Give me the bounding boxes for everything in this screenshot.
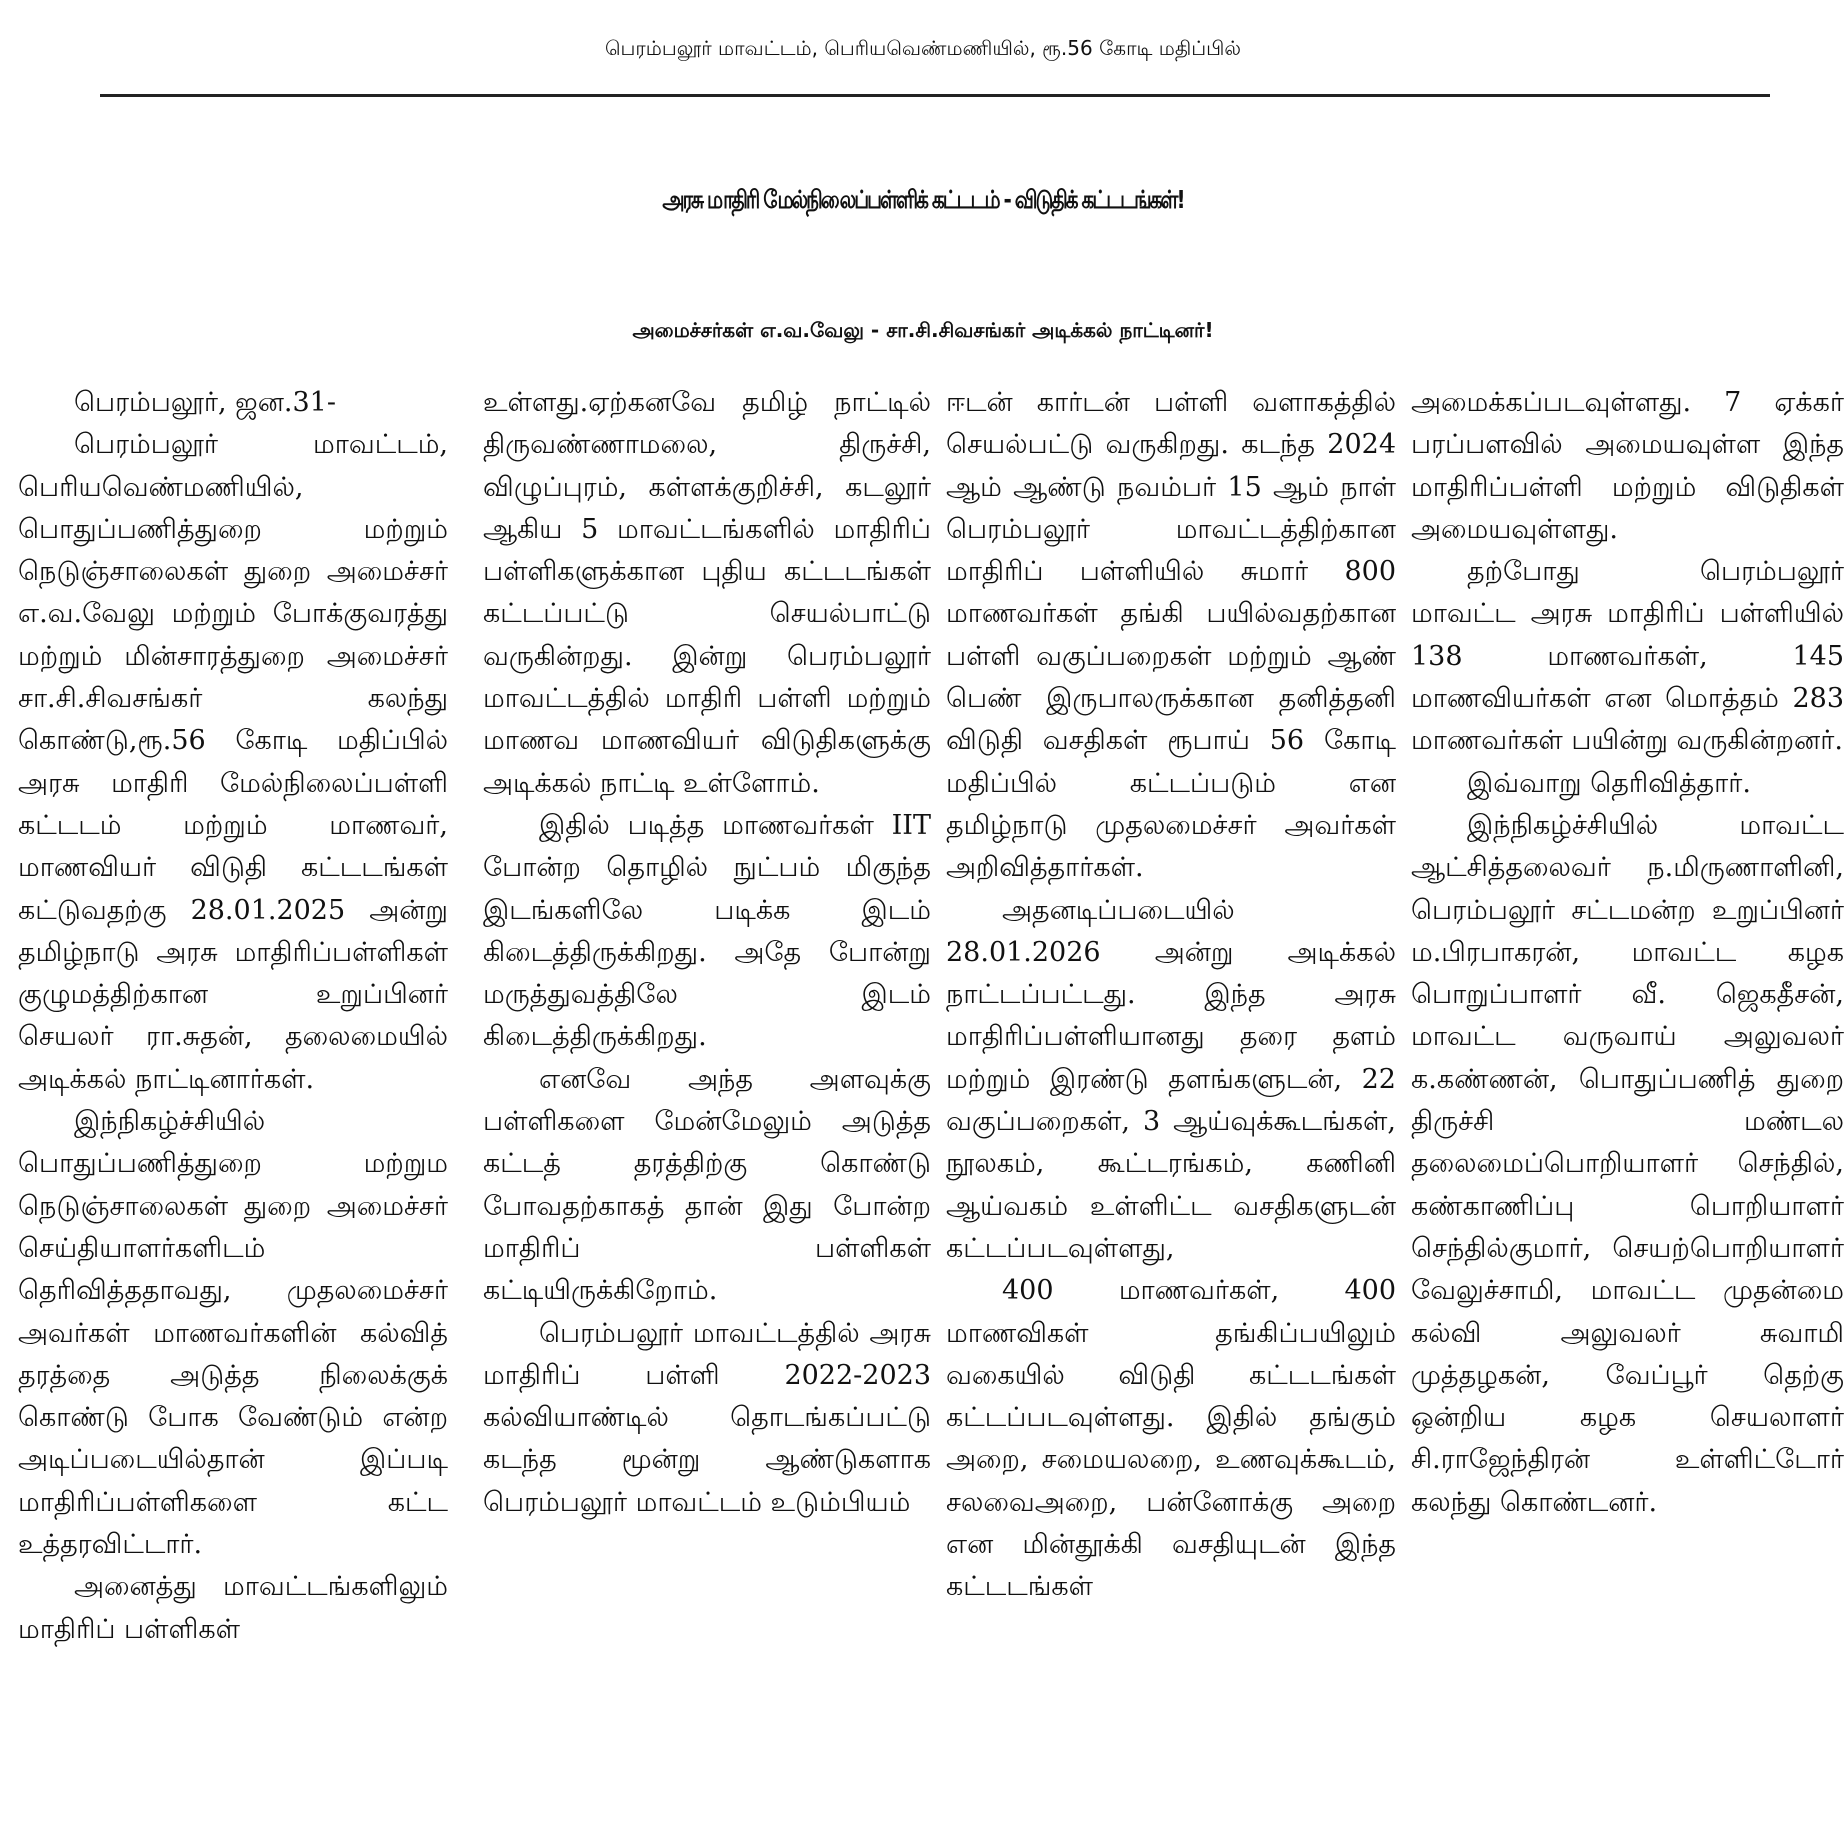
paragraph: இந்நிகழ்ச்சியில் பொதுப்பணித்துறை மற்றும நெடுஞ்சாலைகள் துறை அமைச்சர் செய்தியாளர்களிடம் தெரிவித்ததாவது, முதலமைச்சர் அவர்கள் மாணவர்களின் கல்வித் தரத்தை அடுத்த நிலைக்குக் கொண்டு போக வேண்டும் என்ற அடிப்படையில்தான் இப்படி மாதிரிப்பள்ளிகளை கட்ட உத்தரவிட்டார். bbox=[18, 1106, 448, 1561]
paragraph: உள்ளது.ஏற்கனவே தமிழ் நாட்டில் திருவண்ணாமலை, திருச்சி, விழுப்புரம், கள்ளக்குறிச்சி, கடலூர் ஆகிய 5 மாவட்டங்களில் மாதிரிப் பள்ளிகளுக்கான புதிய கட்டடங்கள் கட்டப்பட்டு செயல்பாட்டு வருகின்றது. இன்று பெரம்பலூர் மாவட்டத்தில் மாதிரி பள்ளி மற்றும் மாணவ மாணவியர் விடுதிகளுக்கு அடிக்கல் நாட்டி உள்ளோம். bbox=[483, 387, 931, 799]
headline: அரசு மாதிரி மேல்நிலைப்பள்ளிக் கட்டடம் - விடுதிக் கட்டடங்கள்! bbox=[662, 184, 1184, 215]
kicker-line: பெரம்பலூர் மாவட்டம், பெரியவெண்மணியில், ரூ.56 கோடி மதிப்பில் bbox=[604, 36, 1242, 60]
paragraph: பெரம்பலூர் மாவட்டம், பெரியவெண்மணியில், பொதுப்பணித்துறை மற்றும் நெடுஞ்சாலைகள் துறை அமைச்சர் எ.வ.வேலு மற்றும் போக்குவரத்து மற்றும் மின்சாரத்துறை அமைச்சர் சா.சி.சிவசங்கர் கலந்து கொண்டு,ரூ.56 கோடி மதிப்பில் அரசு மாதிரி மேல்நிலைப்பள்ளி கட்டடம் மற்றும் மாணவர், மாணவியர் விடுதி கட்டடங்கள் கட்டுவதற்கு 28.01.2025 அன்று தமிழ்நாடு அரசு மாதிரிப்பள்ளிகள் குழுமத்திற்கான உறுப்பினர் செயலர் ரா.சுதன், தலைமையில் அடிக்கல் நாட்டினார்கள். bbox=[18, 429, 448, 1095]
paragraph: பெரம்பலூர் மாவட்டத்தில் அரசு மாதிரிப் பள்ளி 2022-2023 கல்வியாண்டில் தொடங்கப்பட்டு கடந்த மூன்று ஆண்டுகளாக பெரம்பலூர் மாவட்டம் உடும்பியம் bbox=[483, 1317, 931, 1518]
paragraph: அமைக்கப்படவுள்ளது. 7 ஏக்கர் பரப்பளவில் அமையவுள்ள இந்த மாதிரிப்பள்ளி மற்றும் விடுதிகள் அமையவுள்ளது. bbox=[1411, 387, 1844, 545]
divider-rule bbox=[100, 94, 1770, 97]
column-1 bbox=[18, 382, 448, 1846]
column-3 bbox=[946, 382, 1396, 1846]
paragraph: அதனடிப்படையில் 28.01.2026 அன்று அடிக்கல் நாட்டப்பட்டது. இந்த அரசு மாதிரிப்பள்ளியானது தரை தளம் மற்றும் இரண்டு தளங்களுடன், 22 வகுப்பறைகள், 3 ஆய்வுக்கூடங்கள், நூலகம், கூட்டரங்கம், கணினி ஆய்வகம் உள்ளிட்ட வசதிகளுடன் கட்டப்படவுள்ளது, bbox=[946, 894, 1396, 1264]
column-4 bbox=[1411, 382, 1844, 1846]
subheadline: அமைச்சர்கள் எ.வ.வேலு - சா.சி.சிவசங்கர் அடிக்கல் நாட்டினர்! bbox=[632, 318, 1214, 342]
dateline: பெரம்பலூர், ஜன.31- bbox=[74, 387, 336, 418]
column-2 bbox=[483, 382, 931, 1846]
paragraph: தற்போது பெரம்பலூர் மாவட்ட அரசு மாதிரிப் பள்ளியில் 138 மாணவர்கள், 145 மாணவியர்கள் என மொத்தம் 283 மாணவர்கள் பயின்று வருகின்றனர். bbox=[1411, 556, 1844, 757]
paragraph: இவ்வாறு தெரிவித்தார். bbox=[1467, 767, 1751, 799]
paragraph: 400 மாணவர்கள், 400 மாணவிகள் தங்கிப்பயிலும் வகையில் விடுதி கட்டடங்கள் கட்டப்படவுள்ளது. இதில் தங்கும் அறை, சமையலறை, உணவுக்கூடம், சலவைஅறை, பன்னோக்கு அறை என மின்தூக்கி வசதியுடன் இந்த கட்டடங்கள் bbox=[946, 1275, 1396, 1603]
paragraph: அனைத்து மாவட்டங்களிலும் மாதிரிப் பள்ளிகள் bbox=[18, 1571, 448, 1645]
article-body bbox=[18, 382, 1844, 1846]
paragraph: ஈடன் கார்டன் பள்ளி வளாகத்தில் செயல்பட்டு வருகிறது. கடந்த 2024 ஆம் ஆண்டு நவம்பர் 15 ஆம் நாள் பெரம்பலூர் மாவட்டத்திற்கான மாதிரிப் பள்ளியில் சுமார் 800 மாணவர்கள் தங்கி பயில்வதற்கான பள்ளி வகுப்பறைகள் மற்றும் ஆண் பெண் இருபாலருக்கான தனித்தனி விடுதி வசதிகள் ரூபாய் 56 கோடி மதிப்பில் கட்டப்படும் என தமிழ்நாடு முதலமைச்சர் அவர்கள் அறிவித்தார்கள். bbox=[946, 387, 1396, 884]
paragraph: இந்நிகழ்ச்சியில் மாவட்ட ஆட்சித்தலைவர் ந.மிருணாளினி, பெரம்பலூர் சட்டமன்ற உறுப்பினர் ம.பிரபாகரன், மாவட்ட கழக பொறுப்பாளர் வீ. ஜெகதீசன், மாவட்ட வருவாய் அலுவலர் க.கண்ணன், பொதுப்பணித் துறை திருச்சி மண்டல தலைமைப்பொறியாளர் செந்தில், கண்காணிப்பு பொறியாளர் செந்தில்குமார், செயற்பொறியாளர் வேலுச்சாமி, மாவட்ட முதன்மை கல்வி அலுவலர் சுவாமி முத்தழகன், வேப்பூர் தெற்கு ஒன்றிய கழக செயலாளர் சி.ராஜேந்திரன் உள்ளிட்டோர் கலந்து கொண்டனர். bbox=[1411, 809, 1844, 1518]
paragraph: எனவே அந்த அளவுக்கு பள்ளிகளை மேன்மேலும் அடுத்த கட்டத் தரத்திற்கு கொண்டு போவதற்காகத் தான் இது போன்ற மாதிரிப் பள்ளிகள் கட்டியிருக்கிறோம். bbox=[483, 1063, 931, 1307]
paragraph: இதில் படித்த மாணவர்கள் IIT போன்ற தொழில் நுட்பம் மிகுந்த இடங்களிலே படிக்க இடம் கிடைத்திருக்கிறது. அதே போன்று மருத்துவத்திலே இடம் கிடைத்திருக்கிறது. bbox=[483, 809, 931, 1053]
